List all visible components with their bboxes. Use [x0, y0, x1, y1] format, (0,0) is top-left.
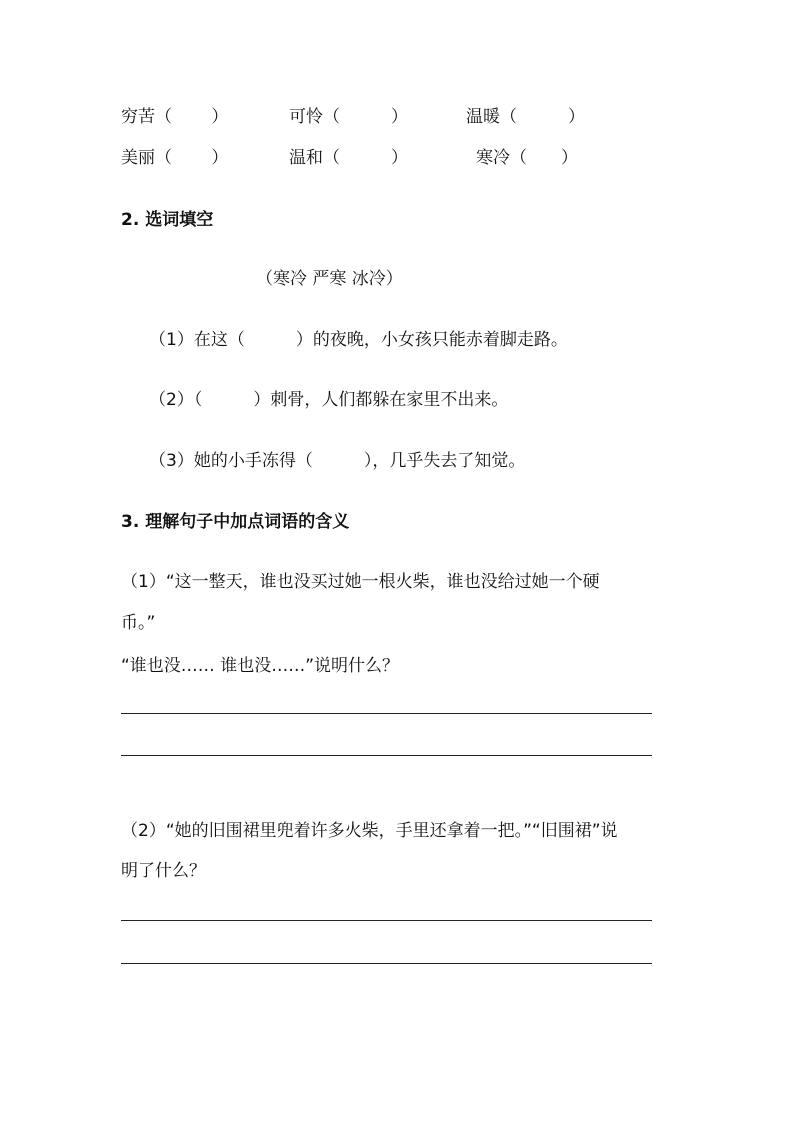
question-text: 明了什么？ [121, 861, 206, 881]
word-blank: 寒冷（ ） [476, 148, 578, 168]
answer-line[interactable] [121, 755, 652, 756]
word-blank: 可怜（ ） [289, 107, 408, 127]
word-blank: 温暖（ ） [466, 107, 585, 127]
answer-line[interactable] [121, 713, 652, 714]
fill-blank-item: （3）她的小手冻得（ ），几乎失去了知觉。 [149, 451, 526, 471]
word-blank: 美丽（ ） [121, 148, 229, 168]
question-prompt: “谁也没…… 谁也没……”说明什么？ [121, 656, 400, 676]
fill-blank-item: （2）（ ）刺骨，人们都躲在家里不出来。 [149, 390, 509, 410]
section-heading: 2. 选词填空 [121, 210, 214, 230]
question-text: （2）“她的旧围裙里兜着许多火柴，手里还拿着一把。”“旧围裙”说 [121, 821, 618, 841]
word-blank: 穷苦（ ） [121, 107, 229, 127]
question-text: 币。” [121, 613, 156, 633]
answer-line[interactable] [121, 963, 652, 964]
fill-blank-item: （1）在这（ ）的夜晚，小女孩只能赤着脚走路。 [149, 330, 568, 350]
question-text: （1）“这一整天，谁也没买过她一根火柴，谁也没给过她一个硬 [121, 572, 600, 592]
section-heading: 3. 理解句子中加点词语的含义 [121, 512, 350, 532]
answer-line[interactable] [121, 920, 652, 921]
word-choices: （寒冷 严寒 冰冷） [256, 269, 403, 289]
word-blank: 温和（ ） [289, 148, 408, 168]
